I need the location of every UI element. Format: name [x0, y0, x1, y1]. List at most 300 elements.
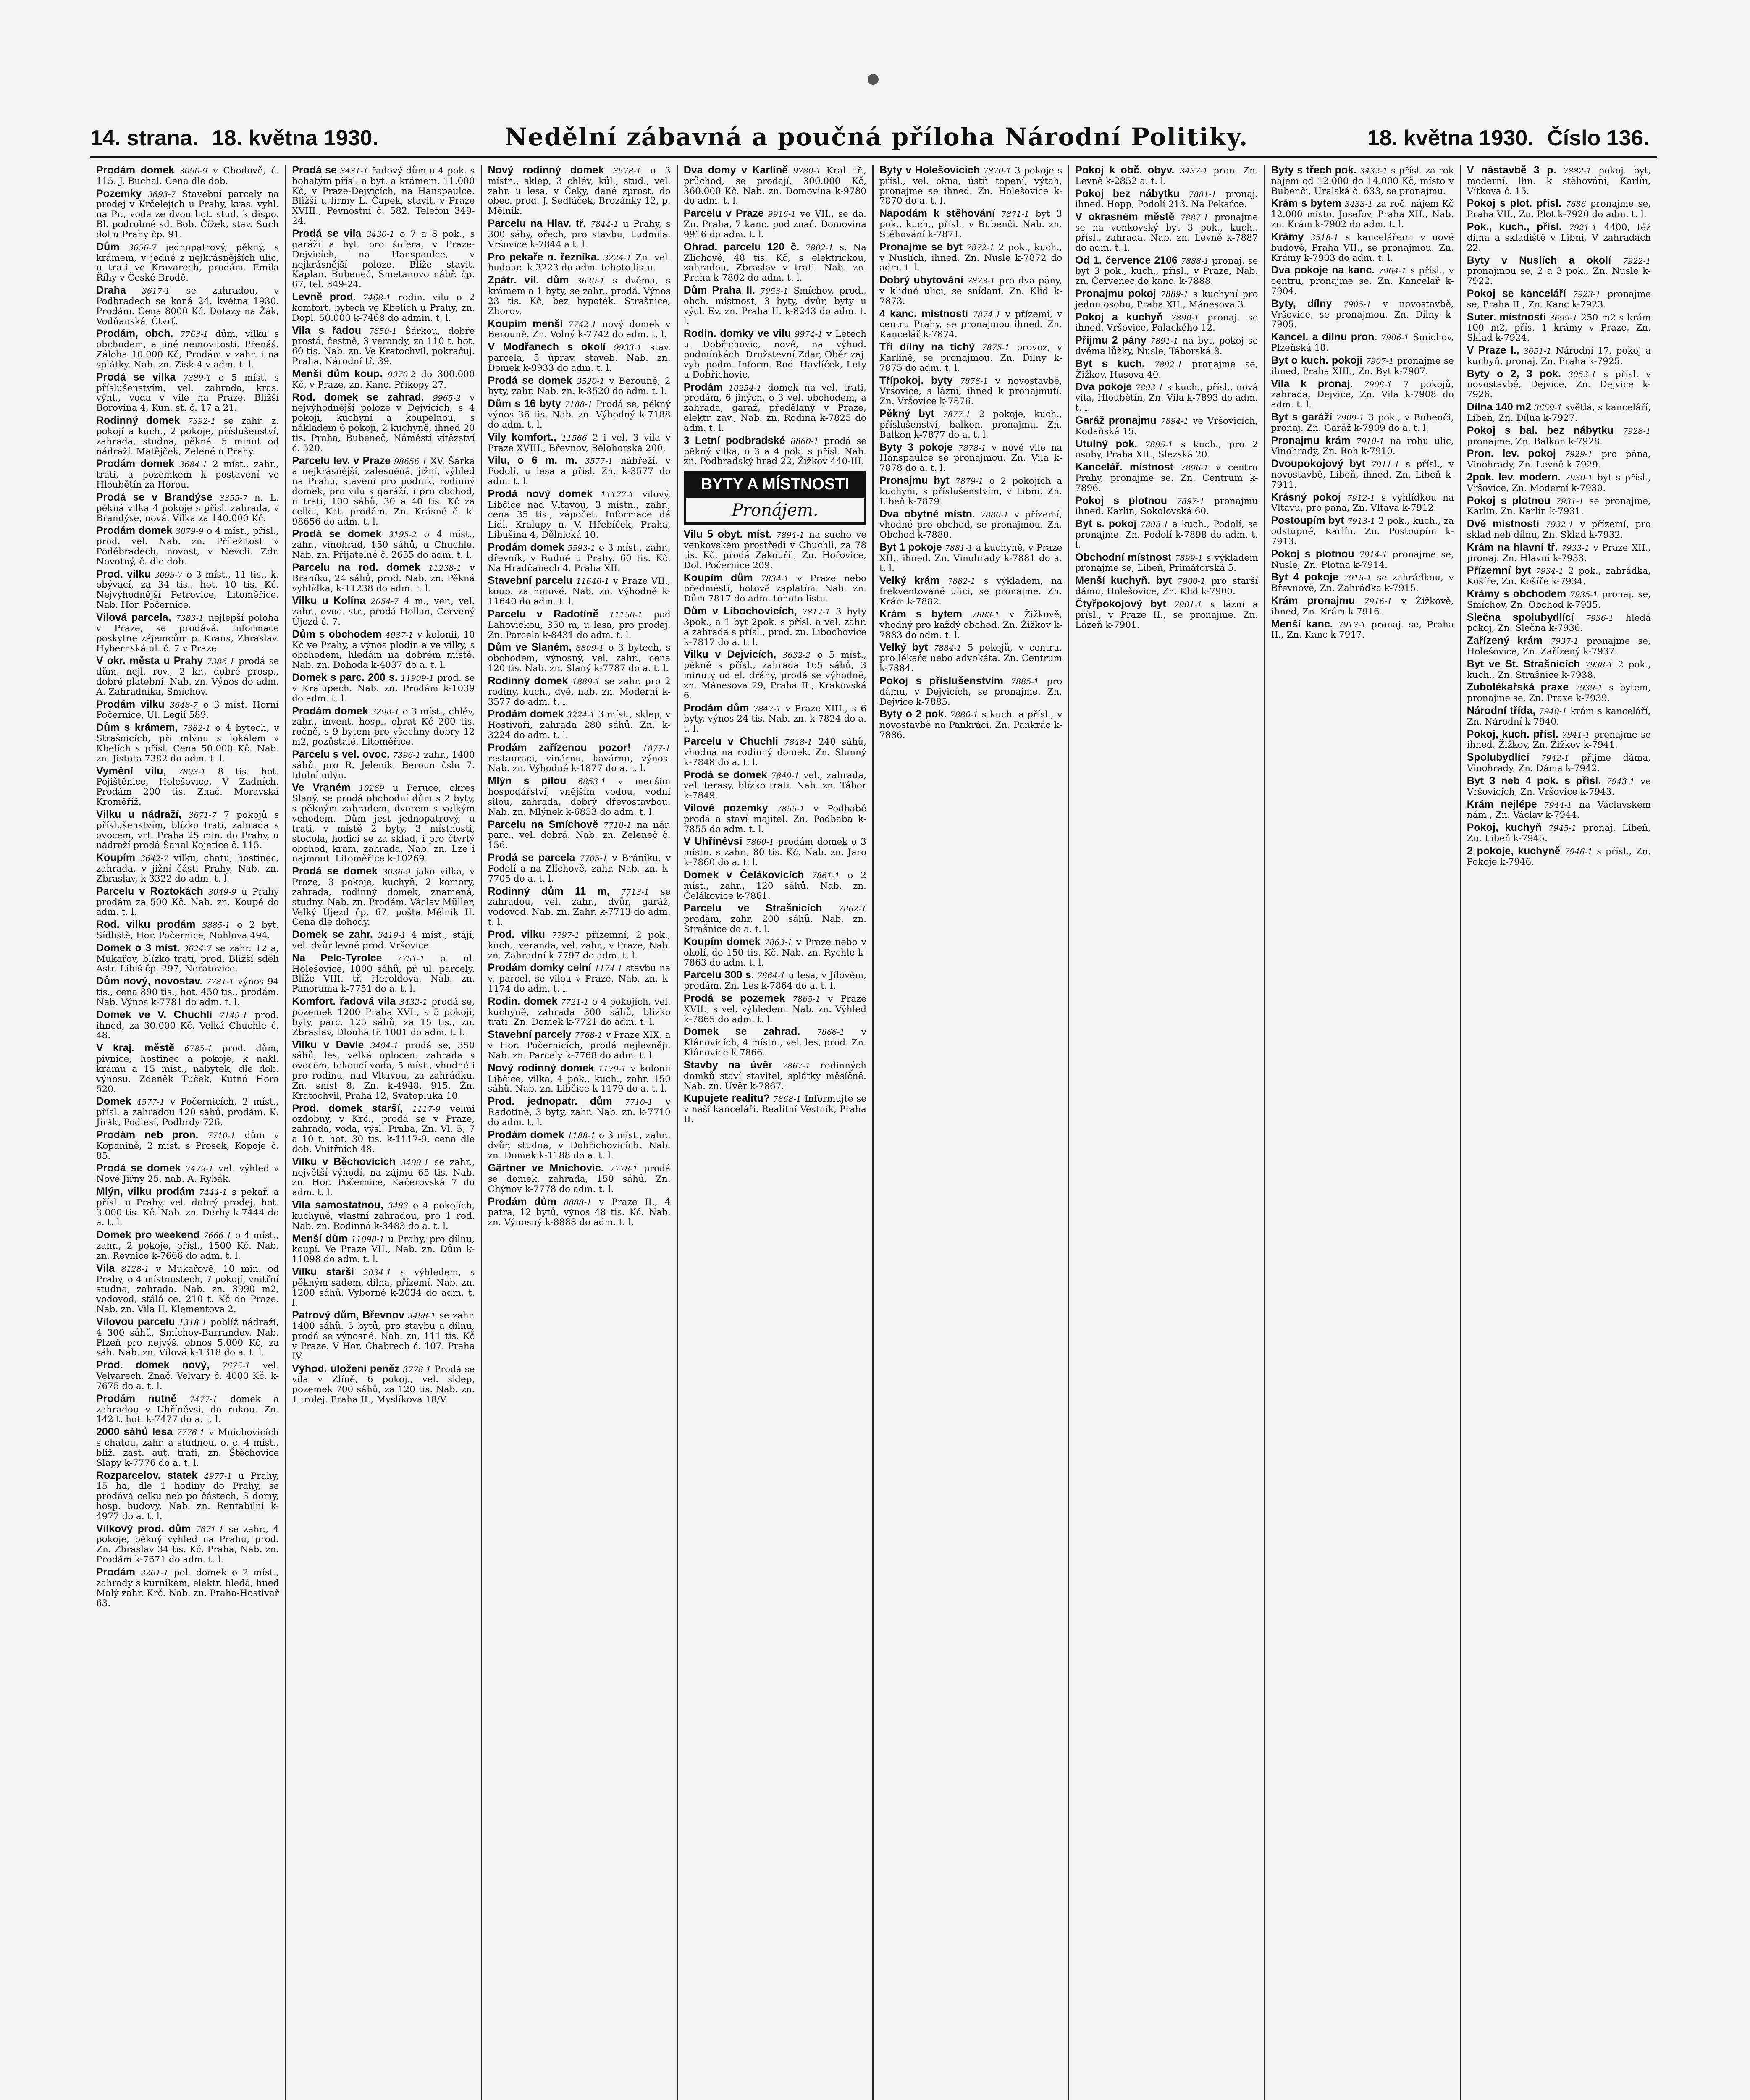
ad-text: se zahradou, v Podbradech se koná 24. května 1930. Prodám. Cena 8000 Kč. Dotazy na Žák, Vodňanská, Čtvrť.: [96, 286, 279, 327]
classified-ad: [1075, 358, 1258, 380]
ad-text: 2 pokoje, kuch., příslušenství, balkon, pronajmu. Zn. Balkon k-7877 do a. t. l.: [879, 409, 1063, 440]
ad-text: pronajme se, Holešovice, Zn. Zařízený k-7937.: [1467, 636, 1651, 657]
ad-text: u Peruce, okres Slaný, se prodá obchodní dům s 2 byty, s pěkným zahradem, dvorem s velkým vchodem. Dům jest jednopatrový, u trati, v místě 2 byty, 3 místnosti, stodola, hodicí se za sklad, i pro čtvrtý obchod, krám, zahrada. Nab. zn. Lze i najmout. Litoměřice k-10269.: [292, 783, 475, 864]
ad-headline: Vila s řadou: [292, 324, 361, 336]
ad-code: 4977-1: [204, 1471, 232, 1481]
ad-code: 3778-1: [403, 1365, 431, 1374]
ad-headline: Na Pelc-Tyrolce: [292, 952, 382, 964]
ad-text: s přísl. za rok nájem od 12.000 do 14.000 Kč, místo v Bubenči, Uralská č. 633, se pronajmu.: [1271, 165, 1454, 197]
ad-headline: Prod. domek starší,: [292, 1102, 403, 1114]
page-header: [90, 123, 1657, 152]
classified-ad: [1467, 822, 1651, 844]
ad-code: 3578-1: [613, 166, 641, 176]
ad-headline: Dům Praha II.: [683, 284, 756, 297]
ad-text: prodá se pěkný vilka, o 3 a 4 pok. s přísl. Nab. zn. Podbradský hrad 22, Žižkov 440-III.: [683, 436, 866, 467]
classified-ad: [292, 1363, 475, 1405]
ad-text: pronaj. se byt 3 pok., kuch., přísl., v Praze, Nab. zn. Červenec do kanc. k-7888.: [1075, 255, 1258, 287]
ad-code: 9965-2: [433, 393, 461, 403]
ad-code: 3224-1: [603, 253, 632, 262]
classified-ad: [488, 252, 671, 273]
ad-code: 3195-2: [388, 530, 417, 540]
ad-text: Šárkou, dobře prostá, čestně, 3 verandy, za 110 t. hot. 60 tis. Nab. zn. Ve Kratochvíl, pokračuj. Praha, Národní tř. 39.: [292, 326, 475, 367]
ad-headline: Pronajmu byt: [879, 475, 950, 487]
ad-text: o 3 míst., zahr., dřevník, v Rudné u Prahy. 60 tis. Kč. Na Hradčanech 4. Praha XII.: [488, 543, 671, 574]
ad-headline: Pokoj, kuchyň: [1467, 822, 1542, 834]
ad-code: 7188-1: [564, 400, 593, 410]
ad-code: 7778-1: [609, 1164, 638, 1174]
classified-ad: [488, 398, 671, 430]
classified-ad: [488, 1163, 671, 1194]
classified-ad: [684, 769, 866, 801]
ad-code: 7763-1: [180, 330, 208, 339]
column-7: [1265, 165, 1461, 2100]
classified-ad: [879, 542, 1062, 573]
ad-headline: Prodám domek: [96, 458, 174, 470]
ad-code: 9780-1: [793, 166, 821, 176]
ad-headline: Prodá se pozemek: [683, 992, 785, 1004]
ad-text: v centru Prahy, pronajme se. Zn. Centrum k-7896.: [1075, 462, 1258, 494]
column-3: [482, 165, 678, 2100]
ad-headline: Prodám zařízenou pozor!: [488, 741, 631, 753]
ad-headline: Krámy: [1271, 231, 1304, 243]
ad-text: o 4 pokojích, vel. kuchyně, zahrada 300 sáhů, blízko trati. Zn. Domek k-7721 do adm. t. l.: [488, 996, 671, 1028]
ad-code: 7921-1: [1569, 223, 1597, 233]
classified-ad: [684, 285, 866, 326]
classified-ad: [879, 709, 1062, 740]
ad-headline: V Praze I.,: [1467, 344, 1519, 357]
ad-code: 7896-1: [1181, 463, 1209, 473]
ad-headline: Byty s třech pok.: [1271, 165, 1357, 176]
ad-code: 7863-1: [764, 937, 792, 947]
ad-text: se zahr. 1400 sáhů. 5 bytů, pro stavbu a dílnu, prodá se výnosné. Nab. zn. 111 tis. Kč v Praze. V Hor. Chabrech č. 107. Praha IV.: [292, 1310, 475, 1362]
classified-ad: [1467, 682, 1651, 704]
classified-ad: [684, 903, 866, 934]
ad-text: pod Lahovickou, 350 m, u lesa, pro prodej. Zn. Parcela k-8431 do adm. t. l.: [488, 609, 671, 640]
classified-ad: [684, 529, 866, 570]
ad-headline: Dílna 140 m2: [1467, 401, 1531, 413]
ad-headline: Pokoj s plotnou: [1075, 494, 1168, 507]
ad-headline: Koupím domek: [683, 935, 761, 948]
ad-headline: Rodin. domek: [488, 995, 558, 1007]
ad-code: 3518-1: [1310, 233, 1339, 242]
ad-code: 3095-7: [155, 570, 183, 580]
classified-ad: [1271, 435, 1454, 457]
ad-headline: Dva obytné místn.: [879, 508, 975, 520]
ad-headline: Prodá se domek: [96, 1162, 181, 1174]
ad-text: za roč. nájem Kč 12.000 místo, Josefov, Praha XII., Nab. zn. Krám k-7902 do adm. t. l.: [1271, 199, 1454, 230]
classified-ad: [1075, 438, 1258, 460]
ad-headline: Menší kanc.: [1271, 618, 1333, 630]
ad-code: 7888-1: [1181, 256, 1209, 266]
ad-code: 7891-1: [1150, 336, 1179, 346]
ad-text: s výhledem, s pěkným sadem, dílna, přízemí. Nab. zn. 1200 sáhů. Výborné k-2034 do adm. t. l.: [292, 1267, 475, 1308]
ad-text: na nár. parc., vel. dobrá. Nab. zn. Zeleneč č. 156.: [488, 819, 671, 851]
ad-code: 7389-1: [183, 373, 211, 383]
ad-text: v Mukařově, 10 min. od Prahy, o 4 místnostech, 7 pokojí, vnitřní studna, zahrada. Nab. zn. 3990 m2, vodovod, stálá ce. 210 t. Kč do Praze. Nab. zn. Vila II. Klementova 2.: [96, 1263, 279, 1315]
classified-ad: [1075, 381, 1258, 413]
ad-text: o 3 bytech, s obchodem, výnosný, vel. zahr., cena 120 tis. Nab. zn. Slaný k-7787 do a. t. l.: [488, 643, 671, 674]
ad-text: prodám, zahr. 200 sáhů. Nab. zn. Strašnice do a. t. l.: [683, 914, 866, 935]
ad-headline: Prodám neb pron.: [96, 1129, 199, 1141]
ad-headline: Přijmu 2 pány: [1075, 334, 1147, 346]
classified-ad: [684, 993, 866, 1024]
classified-ad: [1467, 448, 1651, 470]
classified-ad: [879, 165, 1062, 206]
ad-text: o 7 a 8 pok., s garáží a byt. pro šofera, v Praze-Dejvicích, na Hanspaulce, v nejkrásnější poloze. Blíže stavit. Kaplan, Bubeneč, Smetanovo nábř. čp. 67, tel. 349-24.: [292, 229, 475, 290]
ad-headline: Gärtner ve Mnichovic.: [488, 1162, 604, 1174]
ad-headline: V Uhříněvsi: [683, 835, 743, 848]
ad-text: domek na vel. trati, prodám, 6 jiných, o 3 vel. obchodem, a zahrada, garáž, předělaný v Praze, elektr. zav., Nab. zn. Rodina k-7825 do adm. t. l.: [683, 382, 866, 433]
ad-text: přijme dáma, Vinohrady, Zn. Dáma k-7942.: [1467, 753, 1651, 774]
ad-headline: Ohrad. parcelu 120 č.: [683, 241, 800, 253]
ad-headline: Prodám dům: [683, 702, 749, 714]
ad-text: 2 pok., kuch., Zn. Strašnice k-7938.: [1467, 659, 1651, 680]
ad-text: restauraci, vinárnu, kavárnu, výnos. Nab. zn. Výhodně k-1877 do a. t. l.: [488, 753, 671, 774]
ad-headline: Rozparcelov. statek: [96, 1469, 198, 1481]
classified-ad: [96, 886, 279, 917]
classified-ad: [488, 962, 671, 994]
header-left: [90, 126, 386, 151]
classified-ad: [488, 642, 671, 673]
ad-text: 3 byty 3pok., a 1 byt 2pok. s přísl. a vel. zahr. a zahrada s přísl., prod. zn. Libochovice k-7817 do a. t. l.: [683, 606, 866, 648]
ad-text: a kuchyně, v Praze XII., ihned. Zn. Vinohrady k-7881 do a. t. l.: [879, 543, 1063, 574]
ad-headline: Menší kuchyň. byt: [1075, 575, 1172, 587]
ad-code: 11640-1: [576, 577, 609, 586]
ad-code: 8128-1: [121, 1264, 150, 1274]
ad-headline: Dvoupokojový byt: [1271, 458, 1365, 470]
classified-ad: [879, 575, 1062, 606]
ad-headline: Patrový dům, Břevnov: [292, 1309, 405, 1321]
ad-text: rodinných domků staví stavitel, splátky měsíčně. Nab. zn. Úvěr k-7867.: [683, 1060, 867, 1092]
ad-headline: Pozemky: [96, 187, 142, 200]
ad-text: nový domek v Berouně. Zn. Volný k-7742 do adm. t. l.: [488, 319, 671, 340]
classified-ad: [488, 886, 671, 927]
ad-text: 7 pokojů, zahrada, Dejvice, Zn. Vila k-7908 do adm. t. l.: [1271, 379, 1454, 410]
ad-text: o 3 míst., chlév, zahr., invent. hosp., obrat Kč 200 tis. ročně, s 9 bytem pro všechny dobry 12 m2, pozůstalé. Litoměřice.: [292, 706, 475, 748]
classified-ad: [1467, 255, 1651, 286]
ad-text: 240 sáhů, vhodná na rodinný domek. Zn. Slunný k-7848 do a. t. l.: [683, 737, 866, 768]
classified-ad: [1467, 518, 1651, 540]
ad-code: 3577-1: [585, 457, 613, 466]
ad-headline: Levně prod.: [292, 291, 356, 303]
ad-headline: Byt 3 neb 4 pok. s přísl.: [1467, 774, 1601, 787]
classified-ad: [1467, 472, 1651, 494]
ad-code: 7817-1: [802, 607, 831, 617]
ad-headline: Utulný pok.: [1075, 438, 1138, 450]
ad-headline: Krámy s obchodem: [1467, 588, 1566, 600]
ad-headline: Rodinný dům 11 m,: [488, 885, 610, 897]
classified-ad: [1271, 549, 1454, 570]
ad-text: se zahr. 12 a, Mukařov, blízko trati, prod. Bližší sdělí Astr. Libiš čp. 297, Neratovice.: [96, 943, 279, 974]
ad-headline: Od 1. července 2106: [1075, 254, 1178, 266]
classified-ad: [292, 562, 475, 593]
ad-code: 7894-1: [776, 530, 805, 540]
classified-ad: [1271, 619, 1454, 640]
ad-text: se zahr. pro 2 rodiny, kuch., dvě, nab. zn. Moderní k-3577 do adm. t. l.: [488, 676, 671, 707]
classified-ad: [1075, 288, 1258, 310]
classified-ad: [684, 1026, 866, 1058]
classified-ad: [1467, 495, 1651, 517]
ad-code: 7911-1: [1371, 460, 1400, 470]
ad-code: 1179-1: [598, 1064, 627, 1074]
classified-ad: [292, 228, 475, 290]
ad-text: prodá se domek, zahrada, 150 sáhů. Zn. Chýnov k-7778 do adm. t. l.: [488, 1163, 671, 1194]
ad-headline: Napodám k stěhování: [879, 207, 995, 220]
ad-code: 7877-1: [942, 410, 971, 420]
ad-headline: Krám nejlépe: [1467, 798, 1537, 810]
ad-code: 11177-1: [601, 490, 634, 499]
ad-headline: Třípokoj. byty: [879, 374, 953, 386]
classified-ad: [1467, 345, 1651, 367]
column-5: [874, 165, 1069, 2100]
ad-code: 3053-1: [1568, 370, 1596, 379]
ad-code: 7907-1: [1366, 356, 1394, 366]
ad-headline: Prodám: [96, 1566, 136, 1578]
ad-code: 7849-1: [771, 771, 800, 780]
classified-ad: [1271, 198, 1454, 229]
ad-headline: Vila k pronaj.: [1271, 378, 1353, 390]
classified-columns: [90, 165, 1657, 2100]
ad-headline: Byt s. pokoj: [1075, 518, 1137, 530]
classified-ad: [488, 165, 671, 216]
ad-headline: Zpátr. vil. dům: [488, 274, 569, 286]
ad-code: 7929-1: [1564, 450, 1593, 459]
ad-headline: Prod. jednopatr. dům: [488, 1095, 612, 1108]
ad-headline: Přízemní byt: [1467, 564, 1531, 577]
ad-headline: Prodám, obch.: [96, 328, 173, 340]
ad-text: pronajmou se, 2 a 3 pok., Zn. Nusle k-7922.: [1467, 266, 1651, 287]
classified-ad: [488, 819, 671, 850]
ad-headline: Prodá se vila: [292, 228, 362, 240]
classified-ad: [879, 275, 1062, 306]
ad-text: rodin. vilu o 2 komfort. bytech ve Kbelích u Prahy, zn. Dopl. 50.000 k-7468 do admin. t. l.: [292, 292, 475, 323]
ad-code: 7855-1: [777, 804, 805, 814]
ad-text: v Braníku, 24 sáhů, prod. Nab. zn. Pěkná vyhlídka, k-11238 do adm. t. l.: [292, 562, 475, 594]
ad-text: o 4 pokojích, kuchyně, vlastní zahradou, pro 1 rod. Nab. zn. Rodinná k-3483 do a. t. l.: [292, 1200, 475, 1231]
ad-code: 7890-1: [1171, 313, 1199, 323]
ad-text: s výkladem pronajme se, Libeň, Primátorská 5.: [1075, 552, 1258, 574]
ad-text: 4400, též dílna a skladiště v Libni, V zahradách 22.: [1467, 222, 1651, 253]
ad-headline: 2 pokoje, kuchyně: [1467, 845, 1561, 857]
classified-ad: [488, 675, 671, 707]
ad-code: 7899-1: [1175, 553, 1203, 563]
ad-code: 3433-1: [1345, 200, 1373, 209]
classified-ad: [488, 575, 671, 606]
column-2: [286, 165, 482, 2100]
ad-code: 7710-1: [603, 820, 632, 830]
ad-headline: Parcelu 300 s.: [683, 969, 754, 981]
ad-text: 3 míst., sklep, v Hostivaři, zahrada 280 sáhů. Zn. k-3224 do adm. t. l.: [488, 709, 671, 740]
ad-headline: Pokoj k obč. obyv.: [1075, 165, 1175, 176]
ad-headline: Byty o 2 pok.: [879, 708, 947, 720]
ad-code: 7935-1: [1570, 590, 1598, 600]
ad-text: krám s kanceláří, Zn. Národní k-7940.: [1467, 706, 1651, 727]
classified-ad: [96, 942, 279, 974]
ad-headline: Pokoj a kuchyň: [1075, 311, 1163, 323]
ad-code: 5593-1: [567, 543, 596, 553]
ad-code: 7922-1: [1623, 256, 1651, 266]
ad-headline: Pokoj s příslušenstvím: [879, 675, 1003, 687]
classified-ad: [488, 709, 671, 740]
ad-text: n. L. pěkná vilka 4 pokoje s přísl. zahrada, v Brandýse, nová. Vilka za 140.000 Kč.: [96, 492, 279, 524]
ad-text: s lázní a přísl., v Praze II., se pronajme. Zn. Lázeň k-7901.: [1075, 599, 1258, 630]
ad-code: 7878-1: [958, 443, 987, 453]
ad-headline: Prodá se: [292, 165, 337, 176]
classified-ad: [1467, 368, 1651, 400]
ad-headline: Rod. vilku prodám: [96, 919, 196, 931]
classified-ad: [879, 308, 1062, 340]
ad-text: p. ul. Holešovice, 1000 sáhů, př. ul. parcely. Blíže VIII. tř. Heroldova. Nab. zn. Panorama k-7751 do a. t. l.: [292, 953, 475, 995]
ad-code: 3617-1: [142, 286, 171, 296]
ad-code: 3632-2: [782, 651, 811, 660]
classified-ad: [96, 285, 279, 326]
ad-headline: Krásný pokoj: [1271, 491, 1341, 503]
ad-code: 7768-1: [575, 1031, 603, 1040]
ad-code: 7880-1: [980, 510, 1009, 520]
ad-headline: Draha: [96, 284, 126, 297]
ad-headline: Parcelu v Radotíně: [488, 608, 599, 620]
ad-text: ve VII., se dá. Zn. Praha, 7 kanc. pod znač. Domovina 9916 do adm. t. l.: [683, 209, 866, 240]
classified-ad: [292, 392, 475, 454]
ad-headline: Menší dům koup.: [292, 368, 383, 380]
classified-ad: [96, 1229, 279, 1261]
ad-code: 7867-1: [782, 1061, 811, 1071]
classified-ad: [1467, 775, 1651, 797]
ad-text: hledá pokoj, Zn. Slečna k-7936.: [1467, 612, 1651, 634]
ad-text: nábřeží, v Podolí, u lesa a přísl. Zn. k-3577 do adm. t. l.: [488, 456, 671, 487]
ad-text: s kuch. a přísl., v novostavbě na Pankráci. Zn. Pankrác k-7886.: [879, 709, 1063, 740]
ad-code: 3036-9: [383, 867, 411, 877]
ad-text: o 3 míst., zahr., dvůr, studna, v Dobřichovicích. Nab. zn. Domek k-1188 do a. t. l.: [488, 1130, 671, 1161]
ad-headline: Pronajmu pokoj: [1075, 288, 1156, 300]
ad-code: 3419-1: [378, 931, 406, 940]
ad-text: v Praze II., 4 patra, 12 bytů, výnos 48 tis. Kč. Nab. zn. Výnosný k-8888 do adm. t. l.: [488, 1197, 671, 1228]
ad-code: 1188-1: [567, 1131, 596, 1140]
classified-ad: [684, 435, 866, 467]
ad-code: 7893-1: [178, 767, 206, 777]
ad-text: v Praze XVII., s vel. výhledem. Nab. zn. Výhled k-7865 do adm. t. l.: [683, 993, 866, 1025]
ad-text: o 3 míst. Horní Počernice, Ul. Legií 589.: [96, 699, 279, 721]
ad-text: prodá se, pozemek 1200 Praha XVI., s 5 pokoji, byty, parc. 125 sáhů, za 15 tis., zn. Zbraslav, Dlouhá tř. 1001 do adm. t. l.: [292, 997, 475, 1038]
ad-text: poblíž nádraží, 4 300 sáhů, Smíchov-Barrandov. Nab. Plzeň pro nejvýš. obnos 5.000 Kč, za sáh. Nab. zn. Vilová k-1318 do a. t. l.: [96, 1317, 279, 1358]
ad-headline: Vilová parcela,: [96, 612, 171, 624]
classified-ad: [292, 1200, 475, 1231]
ad-headline: Vila samostatnou,: [292, 1199, 383, 1211]
classified-ad: [96, 1426, 279, 1468]
ad-code: 3520-1: [577, 376, 605, 386]
ad-code: 7895-1: [1145, 440, 1173, 449]
classified-ad: [1271, 378, 1454, 410]
classified-ad: [1467, 198, 1651, 220]
ad-code: 3298-1: [371, 707, 400, 717]
ad-text: s dvěma, s krámem a 1 byty, se zahr., prodá. Výnos 23 tis. Kč, bez hypoték. Strašnice, Zborov.: [488, 276, 671, 317]
ad-text: o 2 pokojích a kuchyni, s příslušenstvím, v Libni. Zn. Libeň k-7879.: [879, 476, 1063, 507]
ad-code: 7887-1: [1180, 213, 1209, 223]
ad-code: 7933-1: [1561, 543, 1590, 553]
ad-text: byt 3 pok., kuch., přísl., v Bubenči. Nab. zn. Stěhování k-7871.: [879, 209, 1063, 240]
ad-text: se zahr., největší výhodí, na zájmu 65 tis. Nab. zn. Hor. Počernice, Kačerovská 7 do adm. t. l.: [292, 1157, 475, 1198]
ad-code: 7742-1: [568, 320, 597, 329]
ad-headline: Rodinný domek: [96, 415, 180, 427]
classified-ad: [1271, 331, 1454, 353]
ad-text: pronajme se, Nusle, Zn. Plotna k-7914.: [1271, 549, 1454, 570]
ad-text: 250 m2 s krám 100 m2, přís. 1 krámy v Praze, Zn. Sklad k-7924.: [1467, 312, 1651, 344]
classified-ad: [1467, 612, 1651, 634]
ad-code: 7885-1: [1011, 677, 1039, 686]
ad-headline: Parcelu v Roztokách: [96, 885, 203, 897]
ad-headline: 2000 sáhů lesa: [96, 1426, 173, 1438]
ad-code: 3079-9: [175, 527, 204, 536]
ad-code: 7897-1: [1176, 496, 1205, 506]
ad-headline: Byt s kuch.: [1075, 357, 1145, 370]
ad-code: 7847-1: [753, 704, 782, 714]
ad-code: 7936-1: [1585, 613, 1614, 623]
classified-ad: [292, 866, 475, 927]
ad-headline: Vila: [96, 1262, 115, 1274]
classified-ad: [96, 722, 279, 764]
ad-headline: Domek: [96, 1095, 131, 1108]
ad-text: v Mnichovicích s chatou, zahr. a studnou, o. c. 4 míst., bliž. zast. aut. trati, zn. Štěchovice Slapy k-7776 do a. t. l.: [96, 1427, 279, 1468]
classified-ad: [1467, 288, 1651, 310]
ad-code: 11238-1: [428, 563, 462, 573]
ad-headline: Prod. vilku: [488, 928, 545, 940]
ad-headline: Dům s obchodem: [292, 628, 382, 640]
ad-text: zahr., 1400 sáhů, pro R. Jeleník, Beroun čslo 7. Idolní mlýn.: [292, 749, 475, 781]
classified-ad: [1075, 312, 1258, 333]
classified-ad: [292, 1233, 475, 1265]
ad-headline: Pěkný byt: [879, 408, 934, 420]
ad-code: 7900-1: [1177, 577, 1206, 586]
ad-headline: Vilku v Dejvicích,: [683, 648, 777, 661]
classified-ad: [1075, 335, 1258, 357]
ad-code: 3659-1: [1534, 403, 1562, 413]
ad-code: 3432-1: [399, 998, 428, 1007]
classified-ad: [879, 509, 1062, 540]
classified-ad: [879, 375, 1062, 407]
ad-text: prod. dům, pivnice, hostinec a pokoje, k nakl. krámu a 15 míst., nábytek, dle dob. výnosu. Zdeněk Tuček, Kutná Hora 520.: [96, 1043, 279, 1095]
ad-text: s vyhlídkou na Vltavu, pro pána, Zn. Vltava k-7912.: [1271, 492, 1454, 514]
classified-ad: [292, 629, 475, 670]
ad-code: 11566: [561, 433, 588, 443]
classified-ad: [1467, 165, 1651, 196]
ad-code: 7468-1: [363, 293, 391, 303]
classified-ad: [488, 341, 671, 373]
ad-code: 7893-1: [1135, 383, 1164, 393]
ad-code: 7876-1: [960, 376, 988, 386]
ad-text: 2 pok., kuch., v Nuslích, ihned. Zn. Nusle k-7872 do adm. t. l.: [879, 242, 1063, 273]
ad-text: Národní 17, pokoj a kuchyň, pronaj. Zn. Praha k-7925.: [1467, 346, 1651, 367]
ad-code: 7916-1: [1364, 597, 1393, 606]
ad-headline: Vilkový prod. dům: [96, 1522, 191, 1535]
classified-ad: [96, 1096, 279, 1127]
ad-text: u Prahy, 15 ha, dle 1 hodiny do Prahy, se prodává celku neb po částech, 3 domy, hosp. budovy, Nab. zn. Rentabilní k-4977 do a. t. l.: [96, 1470, 279, 1522]
ad-headline: Vily komfort.,: [488, 431, 557, 443]
ad-headline: Prodám nutně: [96, 1392, 177, 1404]
classified-ad: [488, 432, 671, 454]
ad-code: 7932-1: [1545, 520, 1574, 530]
ad-text: s. Na Zlíchově, 48 tis. Kč, s elektrickou, zahradou, Zbraslav v trati. Nab. zn. Praha k-7802 do adm. t. l.: [683, 242, 866, 284]
ad-headline: Kupujete realitu?: [683, 1092, 770, 1105]
ad-text: do 300.000 Kč, v Praze, zn. Kanc. Příkopy 27.: [292, 369, 475, 390]
ad-code: 6853-1: [578, 777, 606, 787]
ad-text: v Letech u Dobřichovic, nové, na výhod. podmínkách. Družstevní Zdar, Oběr zaj. vyb. podm. Inform. Rod. Havlíček, Lety u Dobřichovic.: [683, 329, 866, 380]
classified-ad: [1467, 659, 1651, 680]
ad-text: pronajmu ihned. Karlín, Sokolovská 60.: [1075, 496, 1258, 517]
ad-text: u Prahy prodám za 500 Kč. Nab. zn. Koupě do adm. t. l.: [96, 886, 279, 918]
ad-code: 7797-1: [551, 930, 580, 940]
ad-text: s přísl., Zn. Pokoje k-7946.: [1467, 846, 1651, 867]
classified-ad: [684, 969, 866, 991]
